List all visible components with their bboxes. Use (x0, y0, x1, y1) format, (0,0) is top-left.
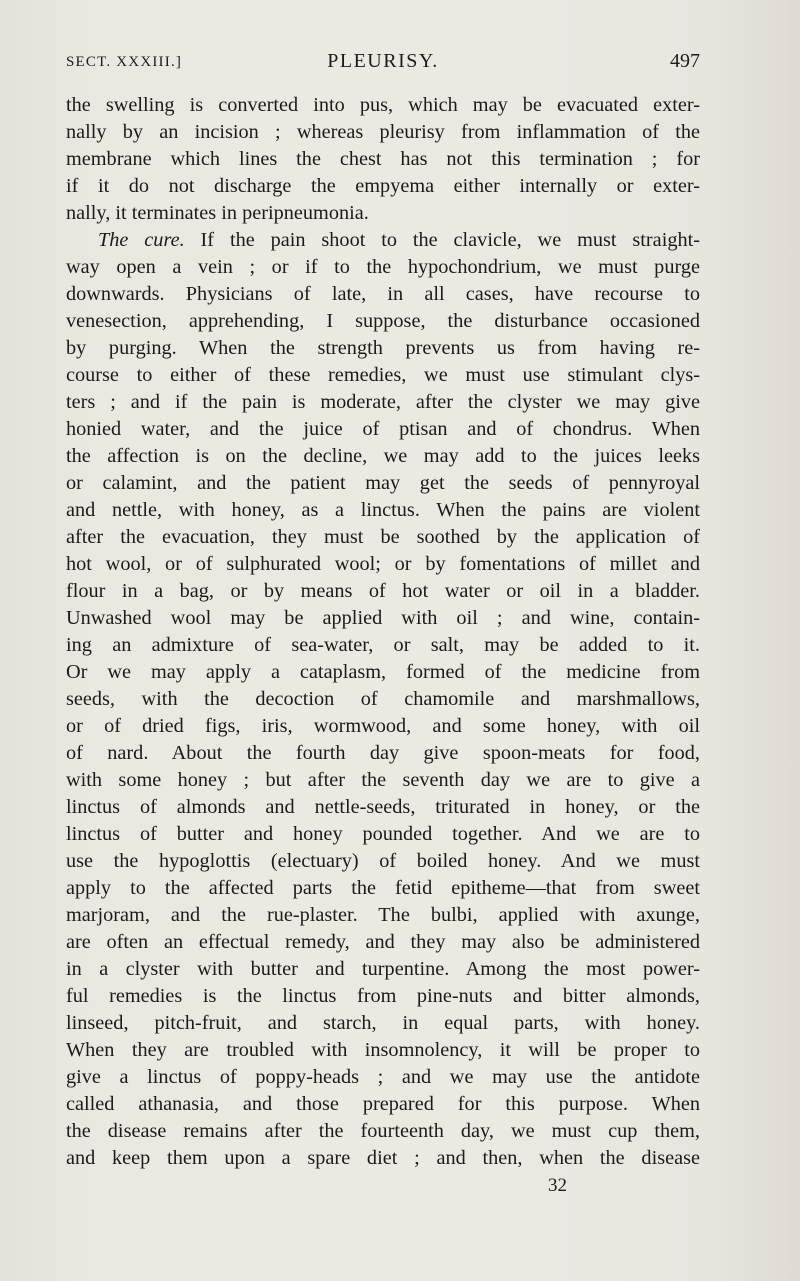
text-line: nally, it terminates in peripneumonia. (66, 202, 369, 224)
text-line: if it do not discharge the empyema either internally or exter- (66, 175, 700, 197)
text-line: ters ; and if the pain is moderate, after the clyster we may give (66, 391, 700, 413)
text-line: and nettle, with honey, as a linctus. When the pains are violent (66, 499, 700, 521)
text-line: called athanasia, and those prepared for this purpose. When (66, 1093, 700, 1115)
text-line: nally by an incision ; whereas pleurisy from inflammation of the (66, 121, 700, 143)
section-label: SECT. XXXIII.] (66, 54, 183, 70)
text-line: by purging. When the strength prevents us from having re- (66, 337, 700, 359)
text-line: Unwashed wool may be applied with oil ; and wine, contain- (66, 607, 700, 629)
text-line: use the hypoglottis (electuary) of boiled honey. And we must (66, 850, 700, 872)
text-line: apply to the affected parts the fetid epitheme—that from sweet (66, 877, 700, 899)
text-line: with some honey ; but after the seventh day we are to give a (66, 769, 700, 791)
text-line: ing an admixture of sea-water, or salt, may be added to it. (66, 634, 700, 656)
text-line: linseed, pitch-fruit, and starch, in equal parts, with honey. (66, 1012, 700, 1034)
text-line: ful remedies is the linctus from pine-nuts and bitter almonds, (66, 985, 700, 1007)
page-title: PLEURISY. (327, 50, 439, 72)
text-line: venesection, apprehending, I suppose, the disturbance occasioned (66, 310, 700, 332)
text-line: the disease remains after the fourteenth day, we must cup them, (66, 1120, 700, 1142)
text-line: honied water, and the juice of ptisan and of chondrus. When (66, 418, 700, 440)
text-line: the swelling is converted into pus, which may be evacuated exter- (66, 94, 700, 116)
text-line: are often an effectual remedy, and they may also be administered (66, 931, 700, 953)
text-line: seeds, with the decoction of chamomile and marshmallows, (66, 688, 700, 710)
line-text: If the pain shoot to the clavicle, we must straight- (184, 229, 700, 251)
text-line: Or we may apply a cataplasm, formed of the medicine from (66, 661, 700, 683)
text-line: in a clyster with butter and turpentine. Among the most power- (66, 958, 700, 980)
text-line: When they are troubled with insomnolency, it will be proper to (66, 1039, 700, 1061)
text-line: or calamint, and the patient may get the seeds of pennyroyal (66, 472, 700, 494)
text-line (66, 227, 700, 254)
text-line: membrane which lines the chest has not this termination ; for (66, 148, 700, 170)
text-line: linctus of almonds and nettle-seeds, triturated in honey, or the (66, 796, 700, 818)
text-line: or of dried figs, iris, wormwood, and some honey, with oil (66, 715, 700, 737)
text-line: after the evacuation, they must be soothed by the application of (66, 526, 700, 548)
text-line: give a linctus of poppy-heads ; and we may use the antidote (66, 1066, 700, 1088)
text-line: and keep them upon a spare diet ; and then, when the disease (66, 1147, 700, 1169)
running-header (66, 50, 700, 80)
text-line: flour in a bag, or by means of hot water or oil in a bladder. (66, 580, 700, 602)
body-text (66, 92, 700, 1172)
text-line: marjoram, and the rue-plaster. The bulbi, applied with axunge, (66, 904, 700, 926)
page-number: 497 (670, 50, 700, 72)
text-line: way open a vein ; or if to the hypochondrium, we must purge (66, 256, 700, 278)
text-line: of nard. About the fourth day give spoon-meats for food, (66, 742, 700, 764)
run-in-heading: The cure. (98, 229, 185, 251)
text-line: the affection is on the decline, we may add to the juices leeks (66, 445, 700, 467)
text-line: hot wool, or of sulphurated wool; or by fomentations of millet and (66, 553, 700, 575)
signature-mark: 32 (548, 1175, 567, 1196)
text-line: downwards. Physicians of late, in all cases, have recourse to (66, 283, 700, 305)
text-line: linctus of butter and honey pounded together. And we are to (66, 823, 700, 845)
text-line: course to either of these remedies, we must use stimulant clys- (66, 364, 700, 386)
